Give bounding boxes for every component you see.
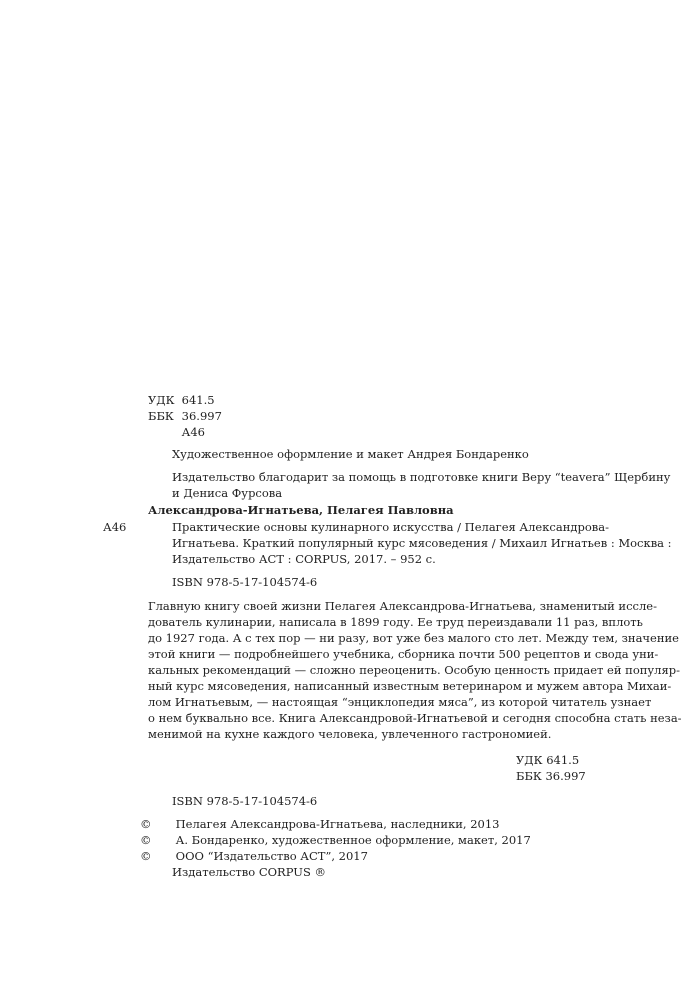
copyright-row xyxy=(140,816,500,832)
bbk-code: 36.997 xyxy=(181,409,222,423)
copyright-text: Пелагея Александрова-Игнатьева, наследники, 2013 xyxy=(175,817,500,831)
annotation-line: ный курс мясоведения, написанный известным ветеринаром и мужем автора Михаи- xyxy=(148,679,672,693)
copyright-text: ООО “Издательство АСТ”, 2017 xyxy=(175,849,368,863)
annotation-line: о нем буквально все. Книга Александровой-Игнатьевой и сегодня способна стать неза- xyxy=(148,711,682,725)
annotation-line: Главную книгу своей жизни Пелагея Александрова-Игнатьева, знаменитый иссле- xyxy=(148,599,657,613)
biblio-line: Практические основы кулинарного искусства / Пелагея Александрова- xyxy=(172,520,609,534)
copyright-symbol: © xyxy=(140,833,152,847)
author-heading: Александрова-Игнатьева, Пелагея Павловна xyxy=(148,503,454,517)
copyright-symbol: © xyxy=(140,849,152,863)
thanks-line-1: Издательство благодарит за помощь в подготовке книги Веру “teavera” Щербину xyxy=(172,470,671,484)
cutter-code: А46 xyxy=(181,425,205,439)
biblio-line: Игнатьева. Краткий популярный курс мясоведения / Михаил Игнатьев : Москва : xyxy=(172,536,672,550)
udk-row xyxy=(148,392,215,408)
annotation-line: менимой на кухне каждого человека, увлеченного гастрономией. xyxy=(148,727,552,741)
copyright-symbol: © xyxy=(140,817,152,831)
isbn-card: ISBN 978-5-17-104574-6 xyxy=(172,575,318,589)
bbk-right: ББК 36.997 xyxy=(516,769,586,783)
annotation-line: до 1927 года. А с тех пор — ни разу, вот уже без малого сто лет. Между тем, значение xyxy=(148,631,679,645)
annotation-line: дователь кулинарии, написала в 1899 году. Ее труд переиздавали 11 раз, вплоть xyxy=(148,615,643,629)
annotation-line: этой книги — подробнейшего учебника, сборника почти 500 рецептов и свода уни- xyxy=(148,647,659,661)
design-credit: Художественное оформление и макет Андрея Бондаренко xyxy=(172,447,529,461)
copyright-row xyxy=(140,848,368,864)
cutter-row xyxy=(148,424,205,440)
thanks-line-2: и Дениса Фурсова xyxy=(172,486,283,500)
annotation-line: кальных рекомендаций — сложно переоценить. Особую ценность придает ей популяр- xyxy=(148,663,680,677)
udk-label: УДК xyxy=(148,393,175,407)
isbn-bottom: ISBN 978-5-17-104574-6 xyxy=(172,794,318,808)
publisher-line: Издательство CORPUS ® xyxy=(172,865,326,879)
udk-right: УДК 641.5 xyxy=(516,753,580,767)
annotation-line: лом Игнатьевым, — настоящая “энциклопедия мяса”, из которой читатель узнает xyxy=(148,695,652,709)
cutter-left: А46 xyxy=(103,520,127,534)
udk-code: 641.5 xyxy=(181,393,215,407)
bbk-label: ББК xyxy=(148,409,174,423)
bbk-row xyxy=(148,408,222,424)
copyright-row xyxy=(140,832,531,848)
copyright-text: А. Бондаренко, художественное оформление, макет, 2017 xyxy=(175,833,531,847)
biblio-line: Издательство АСТ : CORPUS, 2017. – 952 с. xyxy=(172,552,436,566)
